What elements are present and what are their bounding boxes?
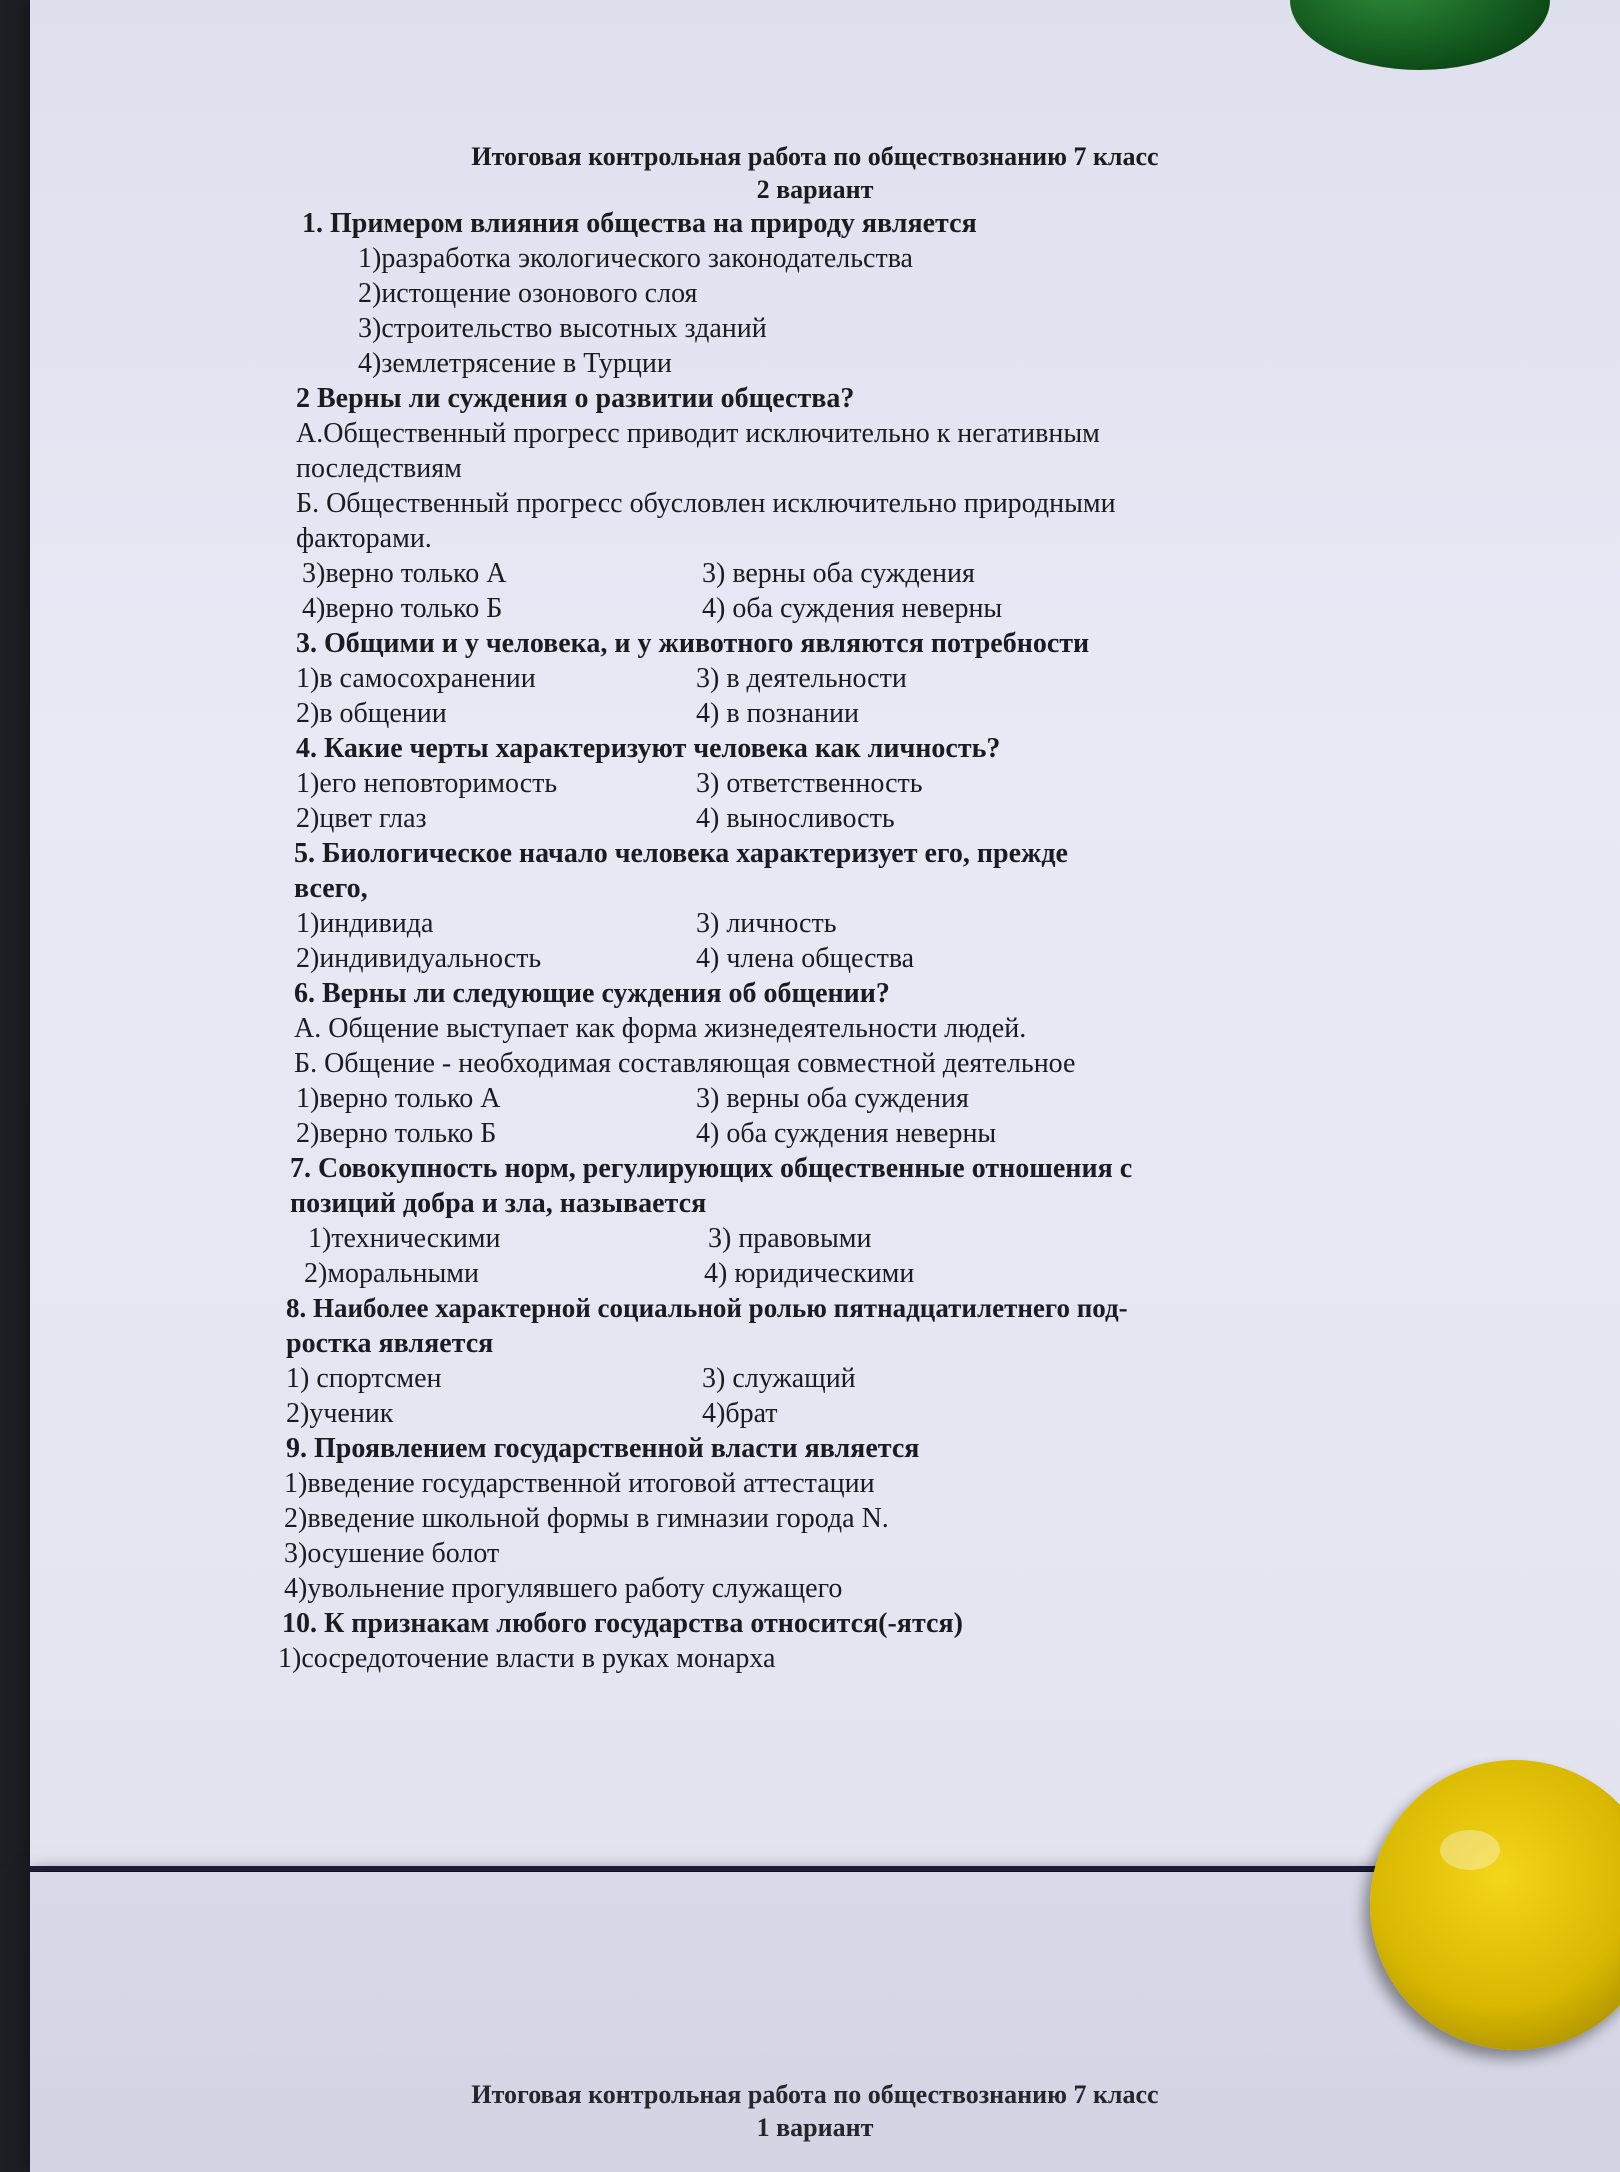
q2-option-d: 4) оба суждения неверны — [702, 593, 1003, 624]
q9-option-1: 1)введение государственной итоговой аттестации — [284, 1468, 875, 1499]
q2-statement-a-cont: последствиям — [296, 453, 462, 484]
q2-option-a: 3)верно только А — [302, 558, 507, 589]
question-5: 5. Биологическое начало человека характеризует его, прежде — [294, 838, 1068, 869]
question-9: 9. Проявлением государственной власти является — [286, 1433, 920, 1464]
q1-option-4: 4)землетрясение в Турции — [358, 348, 672, 379]
q6-options-row-1 — [270, 1081, 1400, 1116]
q1-option-1: 1)разработка экологического законодательства — [358, 243, 913, 274]
q8-option-3: 3) служащий — [702, 1363, 856, 1394]
q5-option-3: 3) личность — [696, 908, 837, 939]
q6-option-4: 4) оба суждения неверны — [696, 1118, 997, 1149]
question-6: 6. Верны ли следующие суждения об общении? — [294, 978, 890, 1009]
q8-options-row-2 — [270, 1396, 1400, 1431]
q5-option-2: 2)индивидуальность — [296, 943, 542, 974]
q2-option-b: 4)верно только Б — [302, 593, 503, 624]
q2-statement-b-cont: факторами. — [296, 523, 432, 554]
question-10: 10. К признакам любого государства относится(-ятся) — [282, 1608, 963, 1639]
question-8: 8. Наиболее характерной социальной ролью пятнадцатилетнего под- — [286, 1293, 1128, 1323]
q1-option-3: 3)строительство высотных зданий — [358, 313, 767, 344]
q6-statement-b: Б. Общение - необходимая составляющая совместной деятельное — [294, 1048, 1076, 1079]
question-1: 1. Примером влияния общества на природу является — [302, 208, 977, 239]
question-3: 3. Общими и у человека, и у животного являются потребности — [296, 628, 1090, 659]
q7-option-1: 1)техническими — [308, 1223, 501, 1254]
q8-option-4: 4)брат — [702, 1398, 778, 1429]
test-title-2: Итоговая контрольная работа по обществознанию 7 класс — [471, 2080, 1159, 2109]
q4-options-row-2 — [270, 801, 1400, 836]
q1-option-2: 2)истощение озонового слоя — [358, 278, 698, 309]
q7-options-row-1 — [270, 1221, 1400, 1256]
q8-options-row-1 — [270, 1361, 1400, 1396]
q7-options-row-2 — [270, 1256, 1400, 1291]
q9-option-2: 2)введение школьной формы в гимназии города N. — [284, 1503, 889, 1534]
question-5-cont: всего, — [294, 873, 368, 904]
q7-option-4: 4) юридическими — [704, 1258, 915, 1289]
q5-options-row-2 — [270, 941, 1400, 976]
q3-options-row-1 — [270, 661, 1400, 696]
q5-option-4: 4) члена общества — [696, 943, 915, 974]
q7-option-2: 2)моральными — [304, 1258, 479, 1289]
page-divider — [30, 1866, 1380, 1871]
q2-statement-b: Б. Общественный прогресс обусловлен исключительно природными — [296, 488, 1116, 519]
q6-option-3: 3) верны оба суждения — [696, 1083, 969, 1114]
q6-options-row-2 — [270, 1116, 1400, 1151]
variant-label: 2 вариант — [756, 175, 874, 204]
q3-options-row-2 — [270, 696, 1400, 731]
q3-option-1: 1)в самосохранении — [296, 663, 536, 694]
q2-options-row-1 — [270, 556, 1400, 591]
q9-option-3: 3)осушение болот — [284, 1538, 500, 1569]
q2-option-c: 3) верны оба суждения — [702, 558, 975, 589]
question-7-cont: позиций добра и зла, называется — [290, 1188, 707, 1219]
q3-option-3: 3) в деятельности — [696, 663, 907, 694]
q6-option-2: 2)верно только Б — [296, 1118, 497, 1149]
q5-option-1: 1)индивида — [296, 908, 434, 939]
q5-options-row-1 — [270, 906, 1400, 941]
q4-option-2: 2)цвет глаз — [296, 803, 427, 834]
q7-option-3: 3) правовыми — [708, 1223, 872, 1254]
test-variant-1-header — [270, 2078, 1400, 2144]
q3-option-2: 2)в общении — [296, 698, 447, 729]
question-7: 7. Совокупность норм, регулирующих общественные отношения с — [290, 1153, 1133, 1184]
q4-option-1: 1)его неповторимость — [296, 768, 558, 799]
q4-option-4: 4) выносливость — [696, 803, 895, 834]
q2-statement-a: А.Общественный прогресс приводит исключительно к негативным — [296, 418, 1100, 449]
q4-options-row-1 — [270, 766, 1400, 801]
test-title: Итоговая контрольная работа по обществознанию 7 класс — [471, 142, 1159, 171]
q4-option-3: 3) ответственность — [696, 768, 923, 799]
q6-option-1: 1)верно только А — [296, 1083, 501, 1114]
q10-option-1: 1)сосредоточение власти в руках монарха — [278, 1643, 776, 1674]
variant-label-2: 1 вариант — [756, 2113, 874, 2142]
q6-statement-a: А. Общение выступает как форма жизнедеятельности людей. — [294, 1013, 1027, 1044]
question-4: 4. Какие черты характеризуют человека как личность? — [296, 733, 1001, 764]
q8-option-1: 1) спортсмен — [286, 1363, 442, 1394]
question-2: 2 Верны ли суждения о развитии общества? — [296, 383, 855, 414]
q2-options-row-2 — [270, 591, 1400, 626]
question-8-cont: ростка является — [286, 1328, 494, 1359]
q3-option-4: 4) в познании — [696, 698, 859, 729]
test-variant-2 — [270, 140, 1400, 1676]
q8-option-2: 2)ученик — [286, 1398, 394, 1429]
q9-option-4: 4)увольнение прогулявшего работу служащего — [284, 1573, 843, 1604]
